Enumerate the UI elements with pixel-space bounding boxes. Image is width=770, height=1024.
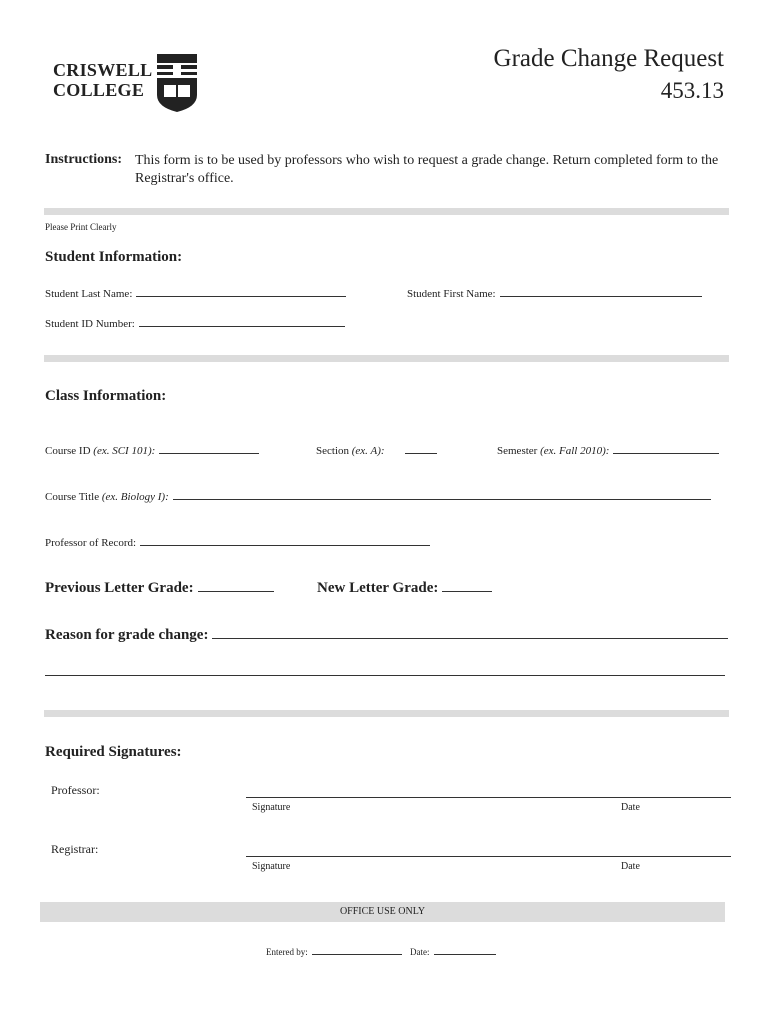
office-use-banner: OFFICE USE ONLY: [40, 902, 725, 922]
registrar-signature-caption: Signature: [252, 861, 291, 872]
instructions-label: Instructions:: [45, 152, 123, 167]
entered-by-label: Entered by:: [266, 947, 308, 957]
course-id-label: Course ID: [45, 445, 91, 457]
semester-label: Semester: [497, 445, 538, 457]
logo-line-1: CRISWELL: [53, 60, 153, 80]
student-last-name-field[interactable]: [45, 286, 346, 300]
course-title-blank[interactable]: [173, 489, 711, 500]
student-first-name-label: Student First Name:: [407, 288, 496, 300]
professor-date-caption: Date: [621, 802, 640, 813]
course-title-label: Course Title: [45, 491, 100, 503]
professor-signature-line[interactable]: [246, 797, 731, 798]
student-id-field[interactable]: [45, 316, 345, 330]
signatures-heading: Required Signatures:: [45, 744, 182, 760]
print-clearly-note: Please Print Clearly: [45, 222, 117, 232]
course-title-example: (ex. Biology I):: [101, 491, 169, 503]
semester-example: (ex. Fall 2010):: [540, 445, 610, 457]
student-info-heading: Student Information:: [45, 249, 183, 265]
divider-bar: [44, 710, 729, 717]
entered-by-blank[interactable]: [312, 946, 402, 955]
office-date-label: Date:: [410, 947, 430, 957]
professor-of-record-label: Professor of Record:: [45, 537, 137, 549]
logo-line-2: COLLEGE: [53, 80, 145, 100]
registrar-signature-label: Registrar:: [51, 842, 99, 856]
reason-field[interactable]: [45, 624, 728, 644]
semester-blank[interactable]: [613, 443, 719, 454]
new-grade-field[interactable]: [317, 577, 492, 597]
new-grade-label: New Letter Grade:: [317, 580, 439, 596]
reason-label: Reason for grade change:: [45, 627, 209, 643]
course-id-blank[interactable]: [159, 443, 259, 454]
reason-blank[interactable]: [212, 624, 728, 639]
student-id-label: Student ID Number:: [45, 318, 135, 330]
professor-of-record-blank[interactable]: [140, 535, 430, 546]
new-grade-blank[interactable]: [442, 577, 492, 592]
office-date-blank[interactable]: [434, 946, 496, 955]
student-last-name-blank[interactable]: [136, 286, 346, 297]
office-entry-line[interactable]: [266, 946, 496, 957]
divider-bar: [44, 208, 729, 215]
form-title: Grade Change Request: [493, 45, 724, 72]
previous-grade-blank[interactable]: [198, 577, 274, 592]
reason-continuation-line[interactable]: [45, 675, 725, 676]
course-id-example: (ex. SCI 101):: [93, 445, 156, 457]
student-first-name-blank[interactable]: [500, 286, 702, 297]
section-field[interactable]: [316, 443, 437, 457]
professor-signature-caption: Signature: [252, 802, 291, 813]
course-title-field[interactable]: [45, 489, 711, 503]
professor-of-record-field[interactable]: [45, 535, 430, 549]
previous-grade-label: Previous Letter Grade:: [45, 580, 194, 596]
student-first-name-field[interactable]: [407, 286, 702, 300]
form-number: 453.13: [660, 78, 724, 103]
section-blank[interactable]: [405, 443, 437, 454]
student-last-name-label: Student Last Name:: [45, 288, 133, 300]
divider-bar: [44, 355, 729, 362]
section-example: (ex. A):: [351, 445, 385, 457]
college-crest-icon: [156, 53, 198, 113]
registrar-signature-line[interactable]: [246, 856, 731, 857]
professor-signature-label: Professor:: [51, 783, 100, 797]
previous-grade-field[interactable]: [45, 577, 274, 597]
section-label: Section: [316, 445, 349, 457]
semester-field[interactable]: [497, 443, 719, 457]
course-id-field[interactable]: [45, 443, 259, 457]
college-logo-text: [53, 60, 152, 100]
student-id-blank[interactable]: [139, 316, 345, 327]
class-info-heading: Class Information:: [45, 388, 167, 404]
registrar-date-caption: Date: [621, 861, 640, 872]
instructions-text: This form is to be used by professors who wish to request a grade change. Return completed form to the Registrar's office.: [135, 153, 719, 186]
